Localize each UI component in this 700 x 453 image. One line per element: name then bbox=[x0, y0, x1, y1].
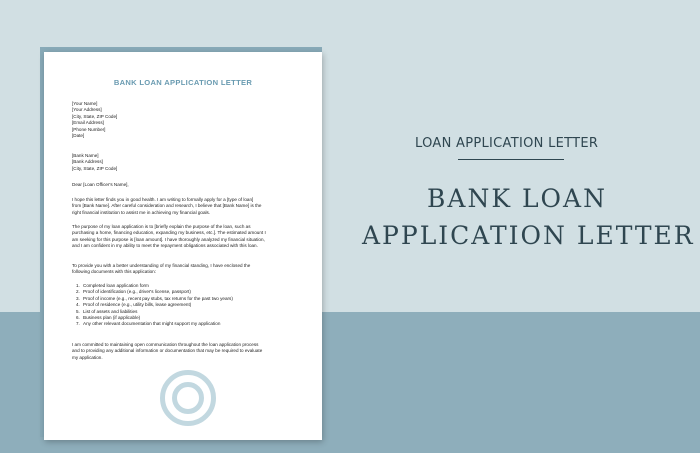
letter-title: BANK LOAN APPLICATION LETTER bbox=[113, 78, 253, 87]
list-item bbox=[72, 321, 304, 327]
list-number: 6. bbox=[76, 315, 80, 321]
list-number: 3. bbox=[76, 295, 80, 301]
letter-page bbox=[44, 52, 322, 440]
paragraph-line: from [Bank Name]. After careful consideration and research, I believe that [Bank Name] is the bbox=[72, 203, 262, 209]
paragraph-purpose bbox=[72, 224, 304, 250]
paragraph-line: right financial institution to assist me in achieving my financial goals. bbox=[72, 209, 211, 215]
banner-title-line1: BANK LOAN bbox=[427, 184, 607, 213]
banner-title bbox=[362, 180, 695, 254]
paragraph-line: I am committed to maintaining open communication throughout the loan application process bbox=[72, 342, 259, 347]
list-text: Business plan (if applicable) bbox=[83, 315, 141, 321]
paragraph-line: following documents with this application: bbox=[72, 269, 157, 275]
list-number: 4. bbox=[76, 302, 80, 308]
recipient-bank-address: [Bank Address] bbox=[72, 159, 103, 165]
sender-block bbox=[72, 101, 304, 139]
sender-date: [Date] bbox=[72, 133, 85, 139]
paragraph-documents-intro bbox=[72, 263, 304, 276]
list-text: Proof of income (e.g., recent pay stubs, tax returns for the past two years) bbox=[83, 295, 233, 301]
sender-city: [City, State, ZIP Code] bbox=[72, 113, 118, 119]
paragraph-line: The purpose of my loan application is to [briefly explain the purpose of the loan, such as bbox=[72, 224, 251, 229]
sender-phone: [Phone Number] bbox=[72, 126, 106, 132]
salutation bbox=[72, 182, 304, 188]
sender-email: [Email Address] bbox=[72, 120, 104, 126]
list-number: 1. bbox=[76, 283, 80, 288]
list-text: List of assets and liabilities bbox=[83, 308, 138, 314]
sender-address: [Your Address] bbox=[72, 107, 102, 113]
documents-list bbox=[72, 283, 304, 328]
recipient-block bbox=[72, 153, 304, 172]
paragraph-line: and I am confident in my ability to meet the repayment obligations associated with this loan. bbox=[72, 243, 258, 249]
paragraph-line: purchasing a home, financing education, expanding my business, etc.]. The estimated amount I bbox=[72, 230, 266, 236]
list-text: Any other relevant documentation that might support my application bbox=[83, 321, 221, 327]
list-text: Proof of residence (e.g., utility bills, lease agreement) bbox=[83, 302, 192, 308]
divider bbox=[458, 159, 564, 160]
paragraph-line: I hope this letter finds you in good health. I am writing to formally apply for a [type of loan] bbox=[72, 197, 254, 202]
list-number: 5. bbox=[76, 308, 80, 314]
paragraph-line: and to providing any additional information or documentation that may be required to evaluate bbox=[72, 348, 263, 354]
recipient-city: [City, State, ZIP Code] bbox=[72, 165, 118, 171]
list-number: 2. bbox=[76, 289, 80, 295]
banner-title-line2: APPLICATION LETTER bbox=[362, 221, 695, 250]
paragraph-closing bbox=[72, 342, 304, 361]
list-text: Completed loan application form bbox=[83, 283, 149, 288]
banner-subtitle: LOAN APPLICATION LETTER bbox=[415, 136, 599, 151]
recipient-bank-name: [Bank Name] bbox=[72, 153, 99, 158]
paragraph-line: my application. bbox=[72, 354, 103, 360]
list-number: 7. bbox=[76, 321, 80, 327]
sender-name: [Your Name] bbox=[72, 101, 98, 106]
paragraph-line: To provide you with a better understanding of my financial standing, I have enclosed the bbox=[72, 263, 251, 268]
salutation-text: Dear [Loan Officer's Name], bbox=[72, 182, 129, 187]
decorative-ring-inner-icon bbox=[172, 382, 204, 414]
paragraph-intro bbox=[72, 197, 304, 216]
paragraph-line: am seeking for this purpose is [loan amount]. I have thoroughly analyzed my financial situation, bbox=[72, 236, 265, 242]
list-text: Proof of identification (e.g., driver's license, passport) bbox=[83, 289, 191, 295]
